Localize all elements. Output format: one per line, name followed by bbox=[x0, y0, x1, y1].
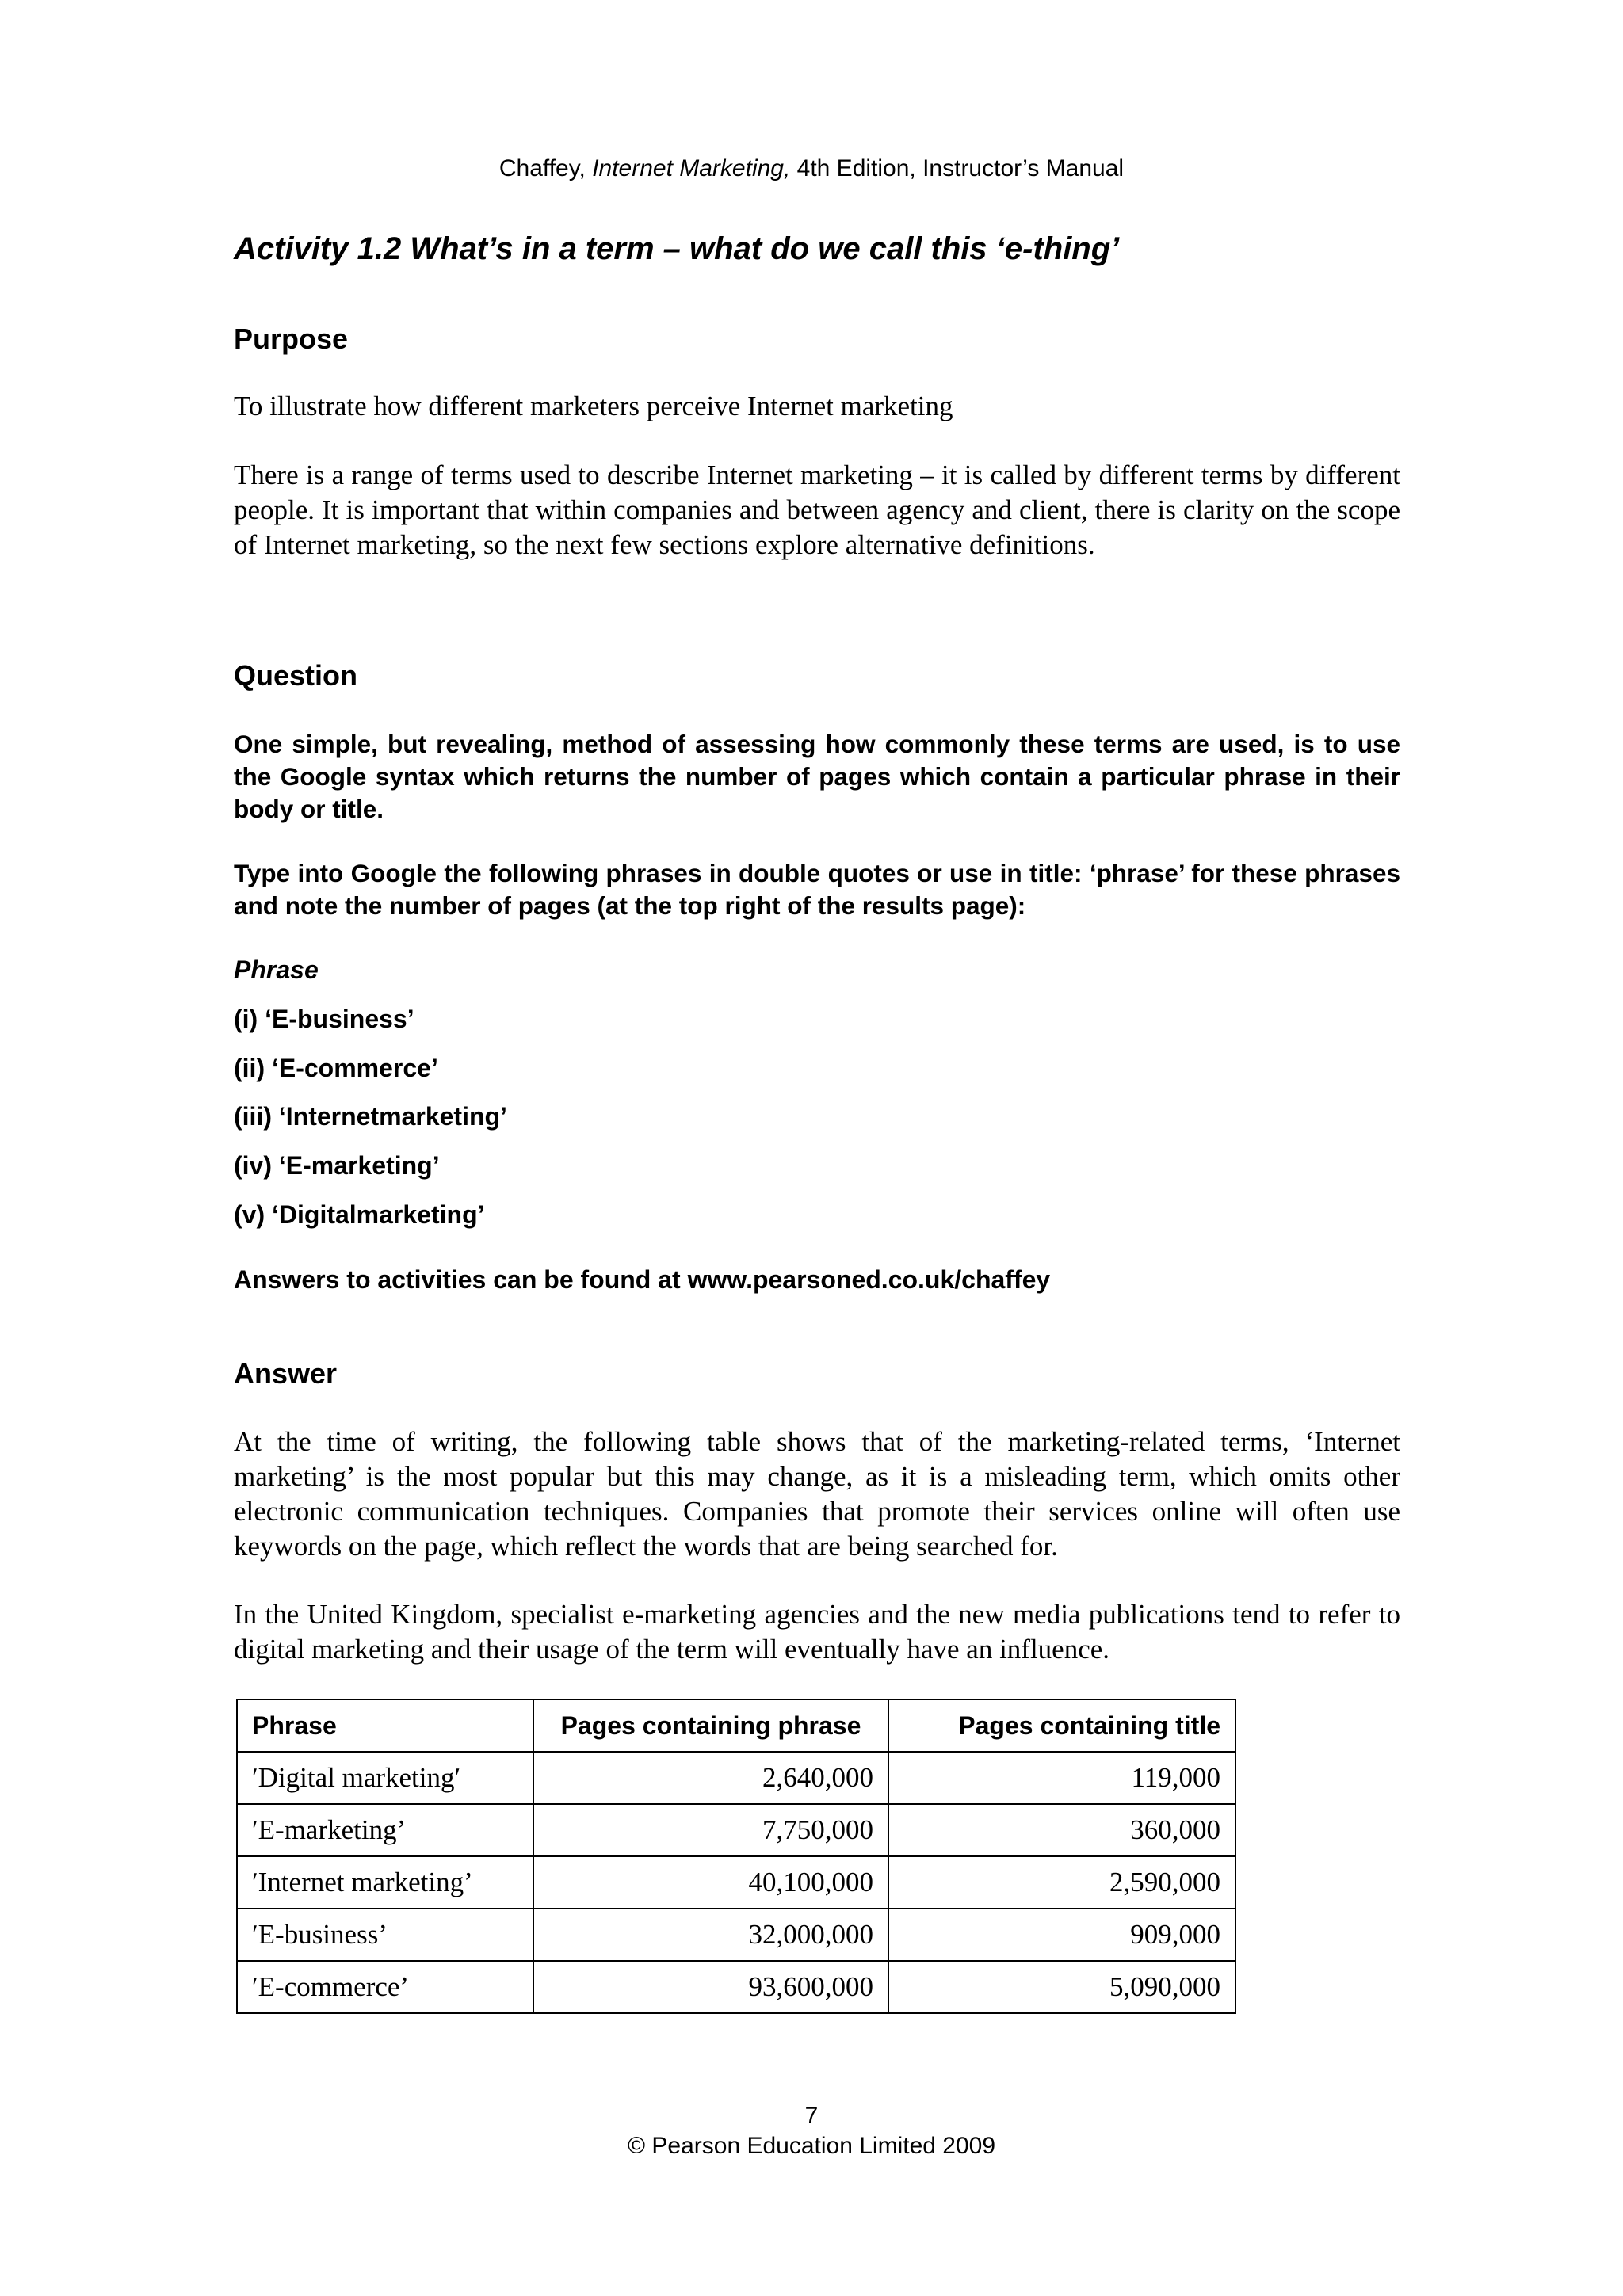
header-book-title: Internet Marketing, bbox=[592, 155, 791, 181]
cell-pages-title: 909,000 bbox=[888, 1909, 1235, 1961]
phrase-item: (ii) ‘E-commerce’ bbox=[234, 1054, 438, 1082]
cell-pages-phrase: 2,640,000 bbox=[533, 1752, 888, 1804]
cell-pages-title: 5,090,000 bbox=[888, 1961, 1235, 2013]
search-results-table bbox=[236, 1699, 1236, 2014]
header-edition: 4th Edition, Instructor’s Manual bbox=[790, 155, 1125, 181]
purpose-paragraph-2: There is a range of terms used to describe Internet marketing – it is called by different terms by different people. It is important that within companies and between agency and client, there is clarity on the scope of Internet marketing, so the next few sections explore alternative definitions. bbox=[234, 460, 1400, 560]
copyright-notice: © Pearson Education Limited 2009 bbox=[627, 2133, 996, 2159]
running-header bbox=[0, 155, 1623, 182]
purpose-heading: Purpose bbox=[234, 322, 349, 355]
cell-phrase: ʹInternet marketing’ bbox=[237, 1856, 533, 1909]
cell-phrase: ʹE-commerce’ bbox=[237, 1961, 533, 2013]
table-row bbox=[237, 1856, 1235, 1909]
answers-note: Answers to activities can be found at www.pearsoned.co.uk/chaffey bbox=[234, 1265, 1051, 1294]
table-row bbox=[237, 1961, 1235, 2013]
cell-phrase: ʹE-business’ bbox=[237, 1909, 533, 1961]
phrase-item: (v) ‘Digitalmarketing’ bbox=[234, 1200, 485, 1229]
cell-pages-title: 119,000 bbox=[888, 1752, 1235, 1804]
answer-paragraph-2: In the United Kingdom, specialist e-marketing agencies and the new media publications tend to refer to digital marketing and their usage of the term will eventually have an influence. bbox=[234, 1599, 1400, 1665]
phrase-item: (i) ‘E-business’ bbox=[234, 1005, 414, 1033]
activity-title: Activity 1.2 What’s in a term – what do we call this ‘e-thing’ bbox=[234, 231, 1120, 266]
purpose-paragraph-1: To illustrate how different marketers perceive Internet marketing bbox=[234, 391, 953, 421]
page-number: 7 bbox=[804, 2103, 819, 2129]
cell-pages-phrase: 93,600,000 bbox=[533, 1961, 888, 2013]
cell-pages-phrase: 7,750,000 bbox=[533, 1804, 888, 1856]
phrase-item: (iii) ‘Internetmarketing’ bbox=[234, 1102, 507, 1131]
table-row bbox=[237, 1804, 1235, 1856]
cell-phrase: ʹE-marketing’ bbox=[237, 1804, 533, 1856]
header-author: Chaffey, bbox=[498, 155, 593, 181]
column-header-pages-title: Pages containing title bbox=[888, 1699, 1235, 1752]
phrase-label: Phrase bbox=[234, 955, 319, 984]
question-paragraph-2: Type into Google the following phrases in double quotes or use in title: ‘phrase’ for these phrases and note the number of pages (at the top right of the results page): bbox=[234, 859, 1400, 920]
cell-pages-phrase: 32,000,000 bbox=[533, 1909, 888, 1961]
table-row bbox=[237, 1752, 1235, 1804]
cell-pages-title: 360,000 bbox=[888, 1804, 1235, 1856]
question-paragraph-1: One simple, but revealing, method of assessing how commonly these terms are used, is to use the Google syntax which returns the number of pages which contain a particular phrase in their body or title. bbox=[234, 730, 1400, 823]
answer-heading: Answer bbox=[234, 1357, 338, 1390]
cell-pages-phrase: 40,100,000 bbox=[533, 1856, 888, 1909]
column-header-pages-phrase: Pages containing phrase bbox=[533, 1699, 888, 1752]
table-row bbox=[237, 1909, 1235, 1961]
phrase-item: (iv) ‘E-marketing’ bbox=[234, 1151, 440, 1180]
question-heading: Question bbox=[234, 659, 358, 692]
column-header-phrase: Phrase bbox=[237, 1699, 533, 1752]
answer-paragraph-1: At the time of writing, the following table shows that of the marketing-related terms, ‘Internet marketing’ is the most popular but this may change, as it is a misleading term, which omits other electronic communication techniques. Companies that promote their services online will often use keywords on the page, which reflect the words that are being searched for. bbox=[234, 1426, 1400, 1562]
cell-phrase: ʹDigital marketingʹ bbox=[237, 1752, 533, 1804]
cell-pages-title: 2,590,000 bbox=[888, 1856, 1235, 1909]
table-header-row bbox=[237, 1699, 1235, 1752]
